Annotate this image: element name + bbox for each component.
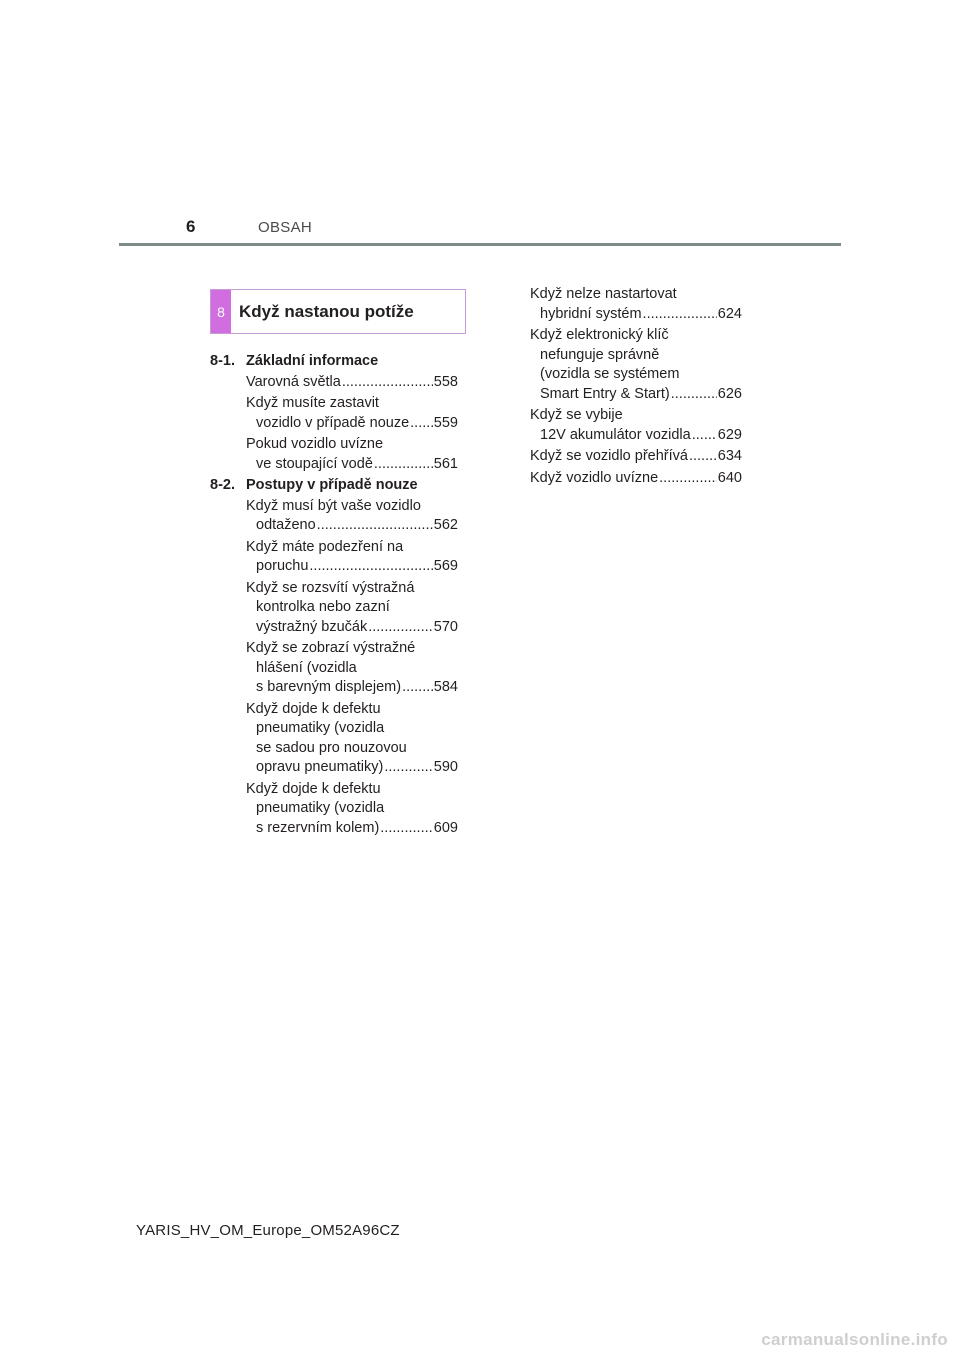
chapter-heading [210,289,466,334]
chapter-title: Když nastanou potíže [239,301,414,321]
toc-entry-final-line [530,469,742,489]
toc-entry-final-line [530,447,742,467]
toc-entry-text: ve stoupající vodě [256,455,373,472]
toc-left-column [210,352,460,840]
dot-leader [368,618,433,638]
toc-section-title: Základní informace [246,353,379,369]
toc-entry-line: Když nelze nastartovat [530,286,677,302]
toc-entry-line: Když se vybije [530,407,623,423]
toc-entry-final-line [246,557,458,577]
dot-leader [384,758,432,778]
toc-entry-line: Když se rozsvítí výstražná [246,579,415,596]
toc-entry[interactable] [246,780,458,839]
toc-entry[interactable] [246,538,458,577]
toc-page-number: 561 [433,455,458,472]
toc-page-number: 590 [433,759,458,775]
toc-entry-line: Když elektronický klíč [530,327,669,343]
dot-leader [380,819,433,839]
toc-entry-final-line [246,678,458,698]
toc-page-number: 562 [433,517,458,533]
toc-entry-line: Když dojde k defektu [246,780,381,797]
toc-entry-final-line [246,373,458,393]
toc-entry-final-line [530,426,742,446]
toc-entry-text: Když vozidlo uvízne [530,469,659,486]
toc-entry-final-line [530,305,742,325]
toc-entry-line: pneumatiky (vozidla [256,800,385,816]
toc-entry[interactable] [530,326,742,404]
toc-section-heading[interactable] [210,476,460,496]
toc-entry-text: vozidlo v případě nouze [256,414,410,431]
toc-entry-line: kontrolka nebo zazní [256,599,390,615]
toc-entry-text: Smart Entry & Start) [540,385,670,402]
toc-page-number: 640 [717,469,742,486]
toc-entry-final-line [246,618,458,638]
toc-page-number: 629 [717,426,742,443]
toc-section-heading[interactable] [210,352,460,372]
toc-entry-final-line [246,455,458,475]
toc-page-number: 569 [433,558,458,574]
toc-entry[interactable] [530,447,742,467]
toc-entry-final-line [246,516,458,536]
toc-entry-text: odtaženo [256,517,316,533]
toc-section-number: 8-2. [210,477,235,493]
dot-leader [410,414,433,434]
toc-page-number: 570 [433,618,458,635]
toc-entry-text: výstražný bzučák [256,618,368,635]
toc-entry-text: poruchu [256,558,309,574]
dot-leader [643,305,717,325]
toc-section-title: Postupy v případě nouze [246,477,418,493]
toc-entry-line: Když se zobrazí výstražné [246,640,416,656]
toc-entry-line: (vozidla se systémem [540,366,680,382]
toc-entry-line: nefunguje správně [540,346,660,363]
dot-leader [309,557,432,577]
toc-entry-text: hybridní systém [540,305,642,322]
toc-entry-text: 12V akumulátor vozidla [540,426,691,443]
dot-leader [402,678,433,698]
toc-entry[interactable] [246,579,458,638]
toc-page-number: 558 [433,373,458,390]
toc-page-number: 609 [433,819,458,836]
toc-entry-final-line [530,385,742,405]
toc-entry[interactable] [246,394,458,433]
toc-entry-final-line [246,758,458,778]
dot-leader [659,469,717,489]
dot-leader [374,455,433,475]
header-divider [119,243,841,246]
page-number: 6 [186,217,196,236]
toc-entry[interactable] [246,373,458,393]
dot-leader [671,385,717,405]
toc-section-number: 8-1. [210,353,235,369]
toc-right-column [530,285,742,490]
dot-leader [342,373,433,393]
toc-entry[interactable] [246,700,458,778]
toc-entry-line: Když máte podezření na [246,538,404,555]
toc-entry-line: Když musíte zastavit [246,395,379,411]
toc-entry-final-line [246,414,458,434]
toc-page-number: 559 [433,414,458,431]
toc-entry-line: Když dojde k defektu [246,700,381,717]
dot-leader [692,426,717,446]
toc-entry[interactable] [246,435,458,474]
toc-entry-text: s barevným displejem) [256,679,402,695]
document-code: YARIS_HV_OM_Europe_OM52A96CZ [136,1222,400,1239]
section-title: OBSAH [258,219,313,236]
toc-entry[interactable] [530,285,742,324]
page-header [0,0,960,250]
toc-entry[interactable] [246,639,458,698]
toc-page-number: 584 [433,679,458,695]
toc-entry[interactable] [246,497,458,536]
toc-page-number: 634 [717,448,742,464]
toc-entry-text: opravu pneumatiky) [256,759,384,775]
dot-leader [317,516,433,536]
toc-entry-text: Když se vozidlo přehřívá [530,448,688,464]
toc-entry-line: se sadou pro nouzovou [256,739,407,756]
dot-leader [689,447,717,467]
toc-entry-final-line [246,819,458,839]
toc-page-number: 624 [717,305,742,322]
watermark: carmanualsonline.info [761,1330,948,1349]
toc-entry-line: hlášení (vozidla [256,659,357,676]
toc-entry-line: Pokud vozidlo uvízne [246,436,384,452]
toc-entry-line: Když musí být vaše vozidlo [246,497,421,514]
toc-entry[interactable] [530,406,742,445]
toc-entry-text: s rezervním kolem) [256,819,380,836]
toc-entry[interactable] [530,469,742,489]
toc-page-number: 626 [717,385,742,402]
toc-entry-text: Varovná světla [246,373,341,390]
toc-entry-line: pneumatiky (vozidla [256,720,385,736]
chapter-number-tab: 8 [211,290,231,333]
